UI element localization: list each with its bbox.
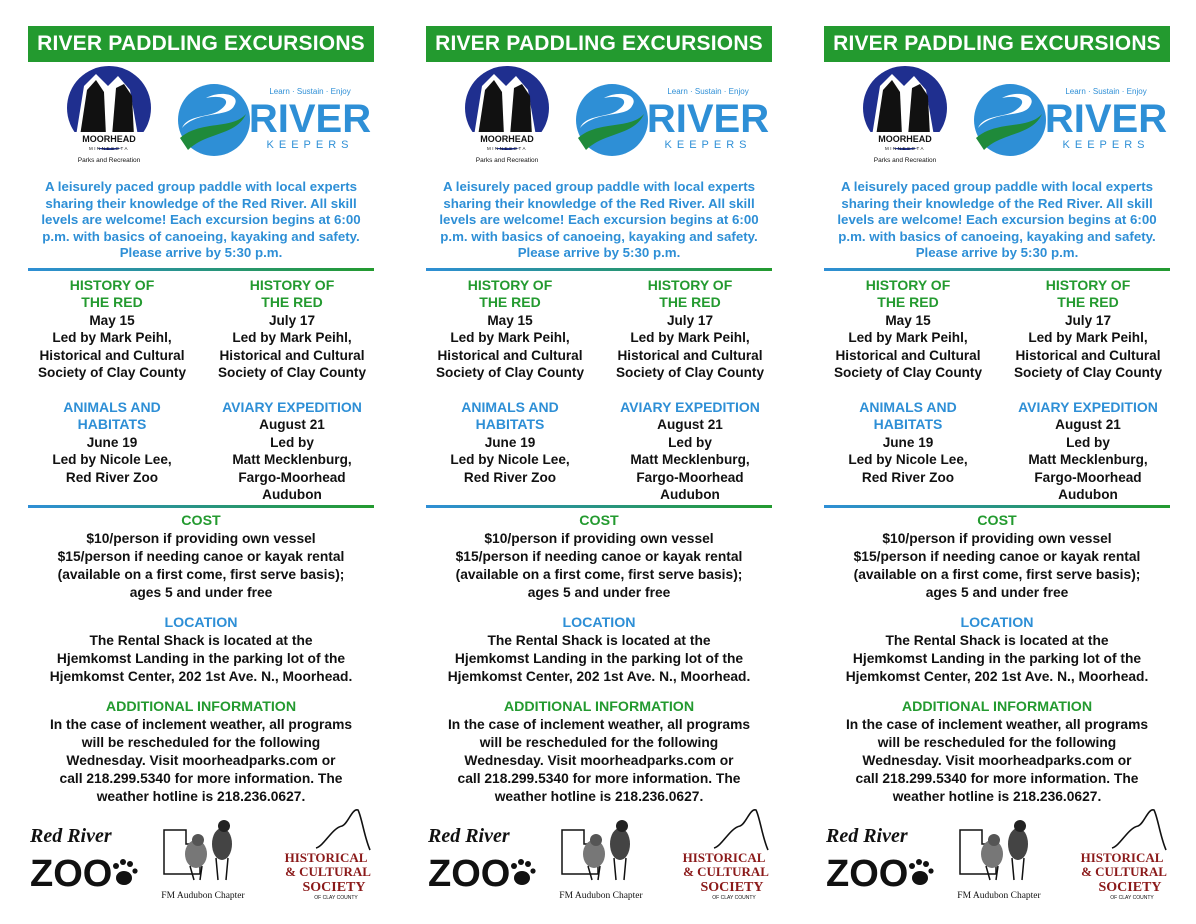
hist-line2: & CULTURAL bbox=[683, 864, 769, 879]
cost-title: COST bbox=[977, 513, 1017, 529]
banner-title: RIVER PADDLING EXCURSIONS bbox=[426, 26, 772, 62]
event-title: ANIMALS AND bbox=[63, 399, 161, 415]
event-title: HISTORY OF bbox=[467, 277, 553, 293]
additional-title: ADDITIONAL INFORMATION bbox=[503, 699, 695, 715]
header-logos bbox=[424, 66, 774, 170]
event-history-may bbox=[424, 277, 596, 381]
zoo-line1: Red River bbox=[826, 825, 908, 847]
event-title: HABITATS bbox=[475, 416, 545, 433]
event-history-july bbox=[206, 277, 378, 381]
hist-line3: SOCIETY bbox=[302, 880, 366, 895]
event-title: THE RED bbox=[1057, 294, 1119, 311]
event-title: HISTORY OF bbox=[865, 277, 951, 293]
event-title: THE RED bbox=[479, 294, 541, 311]
event-history-july bbox=[604, 277, 776, 381]
event-title: HABITATS bbox=[873, 416, 943, 433]
additional-title: ADDITIONAL INFORMATION bbox=[105, 699, 297, 715]
hist-line4: OF CLAY COUNTY bbox=[314, 895, 358, 901]
divider-bottom bbox=[426, 505, 772, 508]
moorhead-logo bbox=[54, 66, 164, 166]
moorhead-sub: Parks and Recreation bbox=[873, 157, 937, 164]
additional-line: In the case of inclement weather, all programs bbox=[845, 717, 1149, 732]
river-word: RIVER bbox=[1044, 97, 1167, 141]
red-river-zoo-logo bbox=[426, 820, 536, 900]
additional-line: call 218.299.5340 for more information. The bbox=[855, 771, 1139, 786]
additional-section bbox=[26, 698, 376, 806]
location-section bbox=[424, 614, 774, 686]
cost-line: ages 5 and under free bbox=[925, 585, 1069, 600]
historical-society-logo bbox=[1072, 806, 1172, 902]
hist-line3: SOCIETY bbox=[700, 880, 764, 895]
additional-section bbox=[424, 698, 774, 806]
event-leader: Led by bbox=[1066, 434, 1110, 450]
river-word: RIVER bbox=[646, 97, 769, 141]
intro-text: A leisurely paced group paddle with local experts sharing their knowledge of the Red River. All skill levels are welcome! Each excursion begins at 6:00 p.m. with basics of canoeing, kayaking and safety. Please arrive by 5:30 p.m. bbox=[837, 179, 1157, 261]
cost-line: $15/person if needing canoe or kayak rental bbox=[57, 549, 345, 564]
audubon-name: FM Audubon Chapter bbox=[559, 891, 643, 901]
event-leader: Historical and Cultural bbox=[39, 347, 185, 363]
event-leader: Audubon bbox=[660, 487, 720, 503]
cost-line: $15/person if needing canoe or kayak rental bbox=[853, 549, 1141, 564]
event-leader: Fargo-Moorhead bbox=[238, 469, 346, 485]
additional-line: Wednesday. Visit moorheadparks.com or bbox=[464, 753, 734, 768]
divider-bottom bbox=[28, 505, 374, 508]
additional-line: weather hotline is 218.236.0627. bbox=[494, 789, 704, 804]
event-date: May 15 bbox=[89, 312, 135, 328]
keepers-word: KEEPERS bbox=[266, 139, 354, 151]
event-history-may bbox=[26, 277, 198, 381]
event-title: HABITATS bbox=[77, 416, 147, 433]
fm-audubon-logo bbox=[156, 810, 251, 902]
event-leader: Led by Nicole Lee, bbox=[848, 452, 968, 468]
river-tagline: Learn · Sustain · Enjoy bbox=[269, 87, 351, 96]
event-leader: Red River Zoo bbox=[861, 469, 955, 485]
additional-line: weather hotline is 218.236.0627. bbox=[892, 789, 1102, 804]
event-leader: Historical and Cultural bbox=[1015, 347, 1161, 363]
event-date: August 21 bbox=[1055, 417, 1121, 433]
cost-line: (available on a first come, first serve basis); bbox=[853, 567, 1141, 582]
event-leader: Historical and Cultural bbox=[835, 347, 981, 363]
event-animals-june bbox=[26, 399, 198, 486]
hist-line2: & CULTURAL bbox=[1081, 864, 1167, 879]
event-date: June 19 bbox=[484, 434, 536, 450]
paw-icon bbox=[909, 859, 934, 885]
event-title: AVIARY EXPEDITION bbox=[1018, 399, 1158, 415]
river-keepers-logo bbox=[176, 80, 371, 160]
event-aviary-august bbox=[604, 399, 776, 503]
event-leader: Audubon bbox=[262, 487, 322, 503]
event-history-may bbox=[822, 277, 994, 381]
moorhead-name: MOORHEAD bbox=[878, 134, 932, 144]
event-title: THE RED bbox=[659, 294, 721, 311]
additional-title: ADDITIONAL INFORMATION bbox=[901, 699, 1093, 715]
location-line: Hjemkomst Center, 202 1st Ave. N., Moorhead. bbox=[49, 669, 353, 684]
divider-bottom bbox=[824, 505, 1170, 508]
event-leader: Society of Clay County bbox=[615, 365, 765, 381]
event-leader: Fargo-Moorhead bbox=[636, 469, 744, 485]
moorhead-sub: Parks and Recreation bbox=[77, 157, 141, 164]
event-leader: Led by Mark Peihl, bbox=[1028, 330, 1148, 346]
event-leader: Society of Clay County bbox=[217, 365, 367, 381]
event-date: July 17 bbox=[1064, 312, 1112, 328]
event-leader: Led by Nicole Lee, bbox=[450, 452, 570, 468]
header-logos bbox=[822, 66, 1172, 170]
event-date: June 19 bbox=[882, 434, 934, 450]
event-title: HISTORY OF bbox=[647, 277, 733, 293]
location-line: Hjemkomst Landing in the parking lot of the bbox=[454, 651, 744, 666]
zoo-line2: ZOO bbox=[428, 853, 511, 895]
cost-section bbox=[822, 512, 1172, 602]
river-tagline: Learn · Sustain · Enjoy bbox=[667, 87, 749, 96]
additional-line: In the case of inclement weather, all programs bbox=[49, 717, 353, 732]
location-line: The Rental Shack is located at the bbox=[89, 633, 313, 648]
event-leader: Society of Clay County bbox=[1013, 365, 1163, 381]
event-leader: Fargo-Moorhead bbox=[1034, 469, 1142, 485]
cost-line: $10/person if providing own vessel bbox=[484, 531, 714, 546]
additional-line: call 218.299.5340 for more information. The bbox=[457, 771, 741, 786]
location-line: Hjemkomst Landing in the parking lot of the bbox=[56, 651, 346, 666]
event-leader: Red River Zoo bbox=[463, 469, 557, 485]
cost-line: $15/person if needing canoe or kayak rental bbox=[455, 549, 743, 564]
event-date: June 19 bbox=[86, 434, 138, 450]
event-leader: Society of Clay County bbox=[435, 365, 585, 381]
additional-section bbox=[822, 698, 1172, 806]
location-section bbox=[26, 614, 376, 686]
event-title: HISTORY OF bbox=[1045, 277, 1131, 293]
cost-title: COST bbox=[181, 513, 221, 529]
location-title: LOCATION bbox=[562, 615, 636, 631]
cost-line: ages 5 and under free bbox=[527, 585, 671, 600]
event-title: HISTORY OF bbox=[249, 277, 335, 293]
event-date: August 21 bbox=[259, 417, 325, 433]
additional-line: Wednesday. Visit moorheadparks.com or bbox=[862, 753, 1132, 768]
event-history-july bbox=[1002, 277, 1174, 381]
event-leader: Historical and Cultural bbox=[219, 347, 365, 363]
moorhead-sub: Parks and Recreation bbox=[475, 157, 539, 164]
historical-society-logo bbox=[674, 806, 774, 902]
cost-title: COST bbox=[579, 513, 619, 529]
river-keepers-logo bbox=[574, 80, 769, 160]
location-line: Hjemkomst Landing in the parking lot of the bbox=[852, 651, 1142, 666]
event-date: May 15 bbox=[885, 312, 931, 328]
river-word: RIVER bbox=[248, 97, 371, 141]
cost-section bbox=[424, 512, 774, 602]
zoo-line2: ZOO bbox=[30, 853, 113, 895]
event-leader: Society of Clay County bbox=[833, 365, 983, 381]
moorhead-state: MINNESOTA bbox=[487, 146, 527, 151]
river-keepers-logo bbox=[972, 80, 1167, 160]
cost-line: ages 5 and under free bbox=[129, 585, 273, 600]
paw-icon bbox=[511, 859, 536, 885]
event-leader: Society of Clay County bbox=[37, 365, 187, 381]
moorhead-logo bbox=[452, 66, 562, 166]
flyer-panel-1 bbox=[26, 0, 396, 924]
hist-line1: HISTORICAL bbox=[1080, 850, 1164, 865]
zoo-line1: Red River bbox=[30, 825, 112, 847]
event-leader: Led by Nicole Lee, bbox=[52, 452, 172, 468]
location-section bbox=[822, 614, 1172, 686]
sponsor-logos bbox=[822, 806, 1172, 906]
event-leader: Led by bbox=[668, 434, 712, 450]
event-title: THE RED bbox=[877, 294, 939, 311]
event-title: ANIMALS AND bbox=[461, 399, 559, 415]
location-line: Hjemkomst Center, 202 1st Ave. N., Moorhead. bbox=[447, 669, 751, 684]
location-line: The Rental Shack is located at the bbox=[885, 633, 1109, 648]
intro-text: A leisurely paced group paddle with local experts sharing their knowledge of the Red River. All skill levels are welcome! Each excursion begins at 6:00 p.m. with basics of canoeing, kayaking and safety. Please arrive by 5:30 p.m. bbox=[439, 179, 759, 261]
paw-icon bbox=[113, 859, 138, 885]
event-date: May 15 bbox=[487, 312, 533, 328]
additional-line: will be rescheduled for the following bbox=[81, 735, 321, 750]
header-logos bbox=[26, 66, 376, 170]
sponsor-logos bbox=[424, 806, 774, 906]
event-date: July 17 bbox=[666, 312, 714, 328]
additional-line: Wednesday. Visit moorheadparks.com or bbox=[66, 753, 336, 768]
event-leader: Led by Mark Peihl, bbox=[232, 330, 352, 346]
event-title: AVIARY EXPEDITION bbox=[620, 399, 760, 415]
divider-top bbox=[426, 268, 772, 271]
moorhead-logo bbox=[850, 66, 960, 166]
fm-audubon-logo bbox=[952, 810, 1047, 902]
event-date: July 17 bbox=[268, 312, 316, 328]
moorhead-name: MOORHEAD bbox=[82, 134, 136, 144]
additional-line: In the case of inclement weather, all programs bbox=[447, 717, 751, 732]
zoo-line2: ZOO bbox=[826, 853, 909, 895]
event-title: HISTORY OF bbox=[69, 277, 155, 293]
location-title: LOCATION bbox=[164, 615, 238, 631]
flyer-panel-3 bbox=[822, 0, 1192, 924]
event-leader: Led by bbox=[270, 434, 314, 450]
additional-line: will be rescheduled for the following bbox=[877, 735, 1117, 750]
event-animals-june bbox=[424, 399, 596, 486]
historical-society-logo bbox=[276, 806, 376, 902]
red-river-zoo-logo bbox=[28, 820, 138, 900]
cost-line: (available on a first come, first serve basis); bbox=[57, 567, 345, 582]
fm-audubon-logo bbox=[554, 810, 649, 902]
event-title: THE RED bbox=[81, 294, 143, 311]
audubon-name: FM Audubon Chapter bbox=[957, 891, 1041, 901]
additional-line: call 218.299.5340 for more information. The bbox=[59, 771, 343, 786]
event-leader: Matt Mecklenburg, bbox=[630, 452, 750, 468]
hist-line1: HISTORICAL bbox=[284, 850, 368, 865]
banner-title: RIVER PADDLING EXCURSIONS bbox=[28, 26, 374, 62]
audubon-name: FM Audubon Chapter bbox=[161, 891, 245, 901]
event-leader: Historical and Cultural bbox=[437, 347, 583, 363]
moorhead-state: MINNESOTA bbox=[89, 146, 129, 151]
event-aviary-august bbox=[206, 399, 378, 503]
location-title: LOCATION bbox=[960, 615, 1034, 631]
event-leader: Led by Mark Peihl, bbox=[630, 330, 750, 346]
cost-section bbox=[26, 512, 376, 602]
cost-line: $10/person if providing own vessel bbox=[86, 531, 316, 546]
event-leader: Matt Mecklenburg, bbox=[1028, 452, 1148, 468]
event-leader: Historical and Cultural bbox=[617, 347, 763, 363]
event-leader: Led by Mark Peihl, bbox=[52, 330, 172, 346]
hist-line4: OF CLAY COUNTY bbox=[1110, 895, 1154, 901]
red-river-zoo-logo bbox=[824, 820, 934, 900]
hist-line1: HISTORICAL bbox=[682, 850, 766, 865]
keepers-word: KEEPERS bbox=[664, 139, 752, 151]
additional-line: will be rescheduled for the following bbox=[479, 735, 719, 750]
sponsor-logos bbox=[26, 806, 376, 906]
hist-line3: SOCIETY bbox=[1098, 880, 1162, 895]
event-title: ANIMALS AND bbox=[859, 399, 957, 415]
event-date: August 21 bbox=[657, 417, 723, 433]
moorhead-name: MOORHEAD bbox=[480, 134, 534, 144]
cost-line: $10/person if providing own vessel bbox=[882, 531, 1112, 546]
event-title: AVIARY EXPEDITION bbox=[222, 399, 362, 415]
event-leader: Red River Zoo bbox=[65, 469, 159, 485]
event-animals-june bbox=[822, 399, 994, 486]
event-aviary-august bbox=[1002, 399, 1174, 503]
banner-title: RIVER PADDLING EXCURSIONS bbox=[824, 26, 1170, 62]
divider-top bbox=[824, 268, 1170, 271]
location-line: Hjemkomst Center, 202 1st Ave. N., Moorhead. bbox=[845, 669, 1149, 684]
moorhead-state: MINNESOTA bbox=[885, 146, 925, 151]
event-leader: Led by Mark Peihl, bbox=[848, 330, 968, 346]
event-leader: Matt Mecklenburg, bbox=[232, 452, 352, 468]
additional-line: weather hotline is 218.236.0627. bbox=[96, 789, 306, 804]
event-leader: Led by Mark Peihl, bbox=[450, 330, 570, 346]
hist-line4: OF CLAY COUNTY bbox=[712, 895, 756, 901]
cost-line: (available on a first come, first serve basis); bbox=[455, 567, 743, 582]
event-leader: Audubon bbox=[1058, 487, 1118, 503]
divider-top bbox=[28, 268, 374, 271]
flyer-panel-2 bbox=[424, 0, 794, 924]
zoo-line1: Red River bbox=[428, 825, 510, 847]
keepers-word: KEEPERS bbox=[1062, 139, 1150, 151]
hist-line2: & CULTURAL bbox=[285, 864, 371, 879]
location-line: The Rental Shack is located at the bbox=[487, 633, 711, 648]
intro-text: A leisurely paced group paddle with local experts sharing their knowledge of the Red River. All skill levels are welcome! Each excursion begins at 6:00 p.m. with basics of canoeing, kayaking and safety. Please arrive by 5:30 p.m. bbox=[41, 179, 361, 261]
event-title: THE RED bbox=[261, 294, 323, 311]
river-tagline: Learn · Sustain · Enjoy bbox=[1065, 87, 1147, 96]
